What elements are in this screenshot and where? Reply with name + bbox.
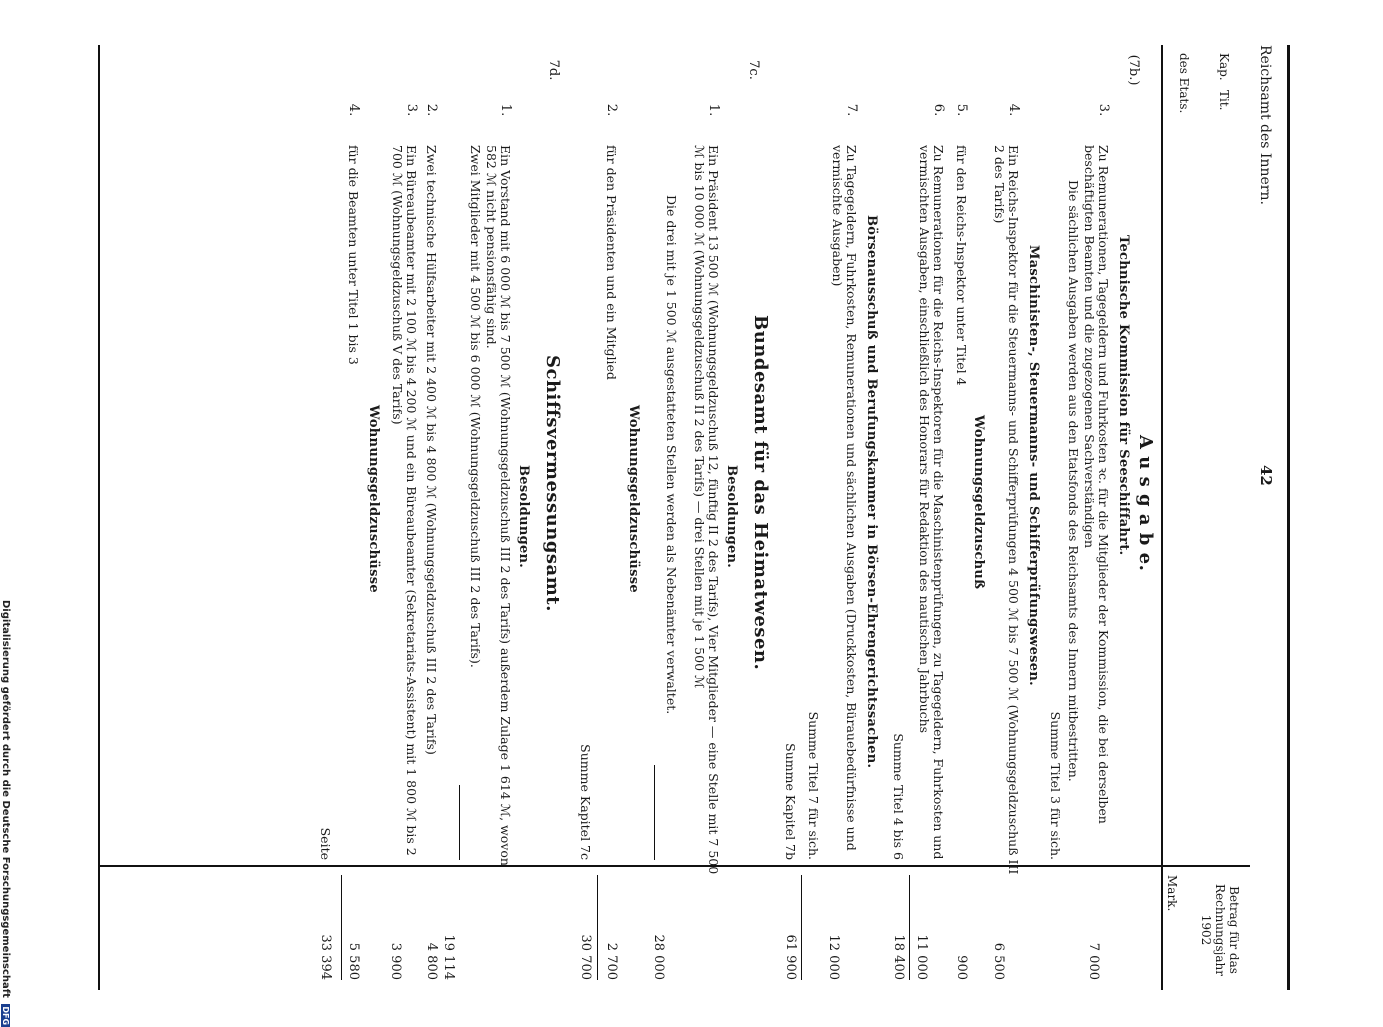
c-1-note: Die drei mit je 1 500 ℳ ausgestatteten Stellen werden als Nebenämter verwaltet.: [664, 195, 679, 715]
d-3-text: Ein Büreaubeamter mit 2 100 ℳ bis 4 200 ℳ und ein Büreaubeamter (Sekretariats-Assistent) mit 1 800 ℳ bis 2 700 ℳ (Wohnungsgeldzuschuß V des Tarifs): [389, 145, 419, 856]
section-besoldungen-2: Besoldungen.: [516, 465, 531, 569]
tit-5-amount: 900: [954, 955, 969, 980]
c-2-amount: 2 700: [604, 942, 619, 980]
tit-4-6-sum: Summe Titel 4 bis 6: [891, 733, 906, 860]
d-3-amount: 3 900: [388, 942, 403, 980]
d-1-number: 1.: [498, 103, 513, 117]
tit-heading: Tit.: [1217, 90, 1231, 111]
tit-7-text: Zu Tagegeldern, Fuhrkosten, Remunerationen und sächlichen Ausgaben (Druckkosten, Bürauebedürfnisse und vermischte Ausgaben): [829, 145, 859, 851]
sum-line-4-6: [909, 875, 910, 980]
credit-label: Digitalisierung gefördert durch die Deutsche Forschungsgemeinschaft: [0, 600, 11, 998]
kap-7b-sum: Summe Kapitel 7b: [783, 743, 798, 860]
kap-7b-amount: 61 900: [783, 934, 798, 980]
tit-3-number: 3.: [1096, 103, 1111, 117]
tit-3-amount: 7 000: [1086, 942, 1101, 980]
section-besoldungen-1: Besoldungen.: [724, 465, 739, 569]
d-4-text: für die Beamten unter Titel 1 bis 3: [346, 145, 361, 365]
tit-3-note: Die sächlichen Ausgaben werden aus den Etatsfonds des Reichsamts des Innern mitbestritten.: [1066, 180, 1081, 782]
c-2-number: 2.: [604, 103, 619, 117]
kap-7c-amount: 30 700: [578, 934, 593, 980]
section-wohnungsgeldzuschuesse-3: Wohnungsgeldzuschüsse: [366, 405, 381, 593]
kap-heading: Kap.: [1217, 53, 1231, 81]
tit-3-sum: Summe Titel 3 für sich.: [1048, 711, 1063, 860]
tit-7-sum: Summe Titel 7 für sich.: [806, 711, 821, 860]
dfg-credit-text: [0, 600, 11, 1027]
page-number: 42: [1257, 465, 1275, 486]
section-technische-kommission: Technische Kommission für Seeschiffahrt.: [1116, 235, 1131, 556]
tit-4-6-amount: 18 400: [891, 934, 906, 980]
section-schiffsvermessungsamt: Schiffsvermessungsamt.: [542, 355, 563, 612]
running-head: Reichsamt des Innern.: [1257, 45, 1273, 205]
sum-line-7c: [597, 875, 598, 980]
des-etats-heading: des Etats.: [1177, 53, 1191, 114]
tit-5-text: für den Reichs-Inspektor unter Titel 4: [954, 145, 969, 386]
amount-column-rule: [100, 865, 1250, 867]
section-boersenausschuss: Börsenausschuß und Berufungskammer in Börsen-Ehrengerichtssachen.: [864, 215, 879, 769]
c-1-number: 1.: [706, 103, 721, 117]
seite-line: [341, 875, 342, 980]
d-1-text: Ein Vorstand mit 6 000 ℳ bis 7 500 ℳ (Wohnungsgeldzuschuß III 2 des Tarifs) außerdem Zulage 1 614 ℳ, wovon 582 ℳ nicht pensionsfähig sind.: [483, 145, 513, 866]
section-wohnungsgeldzuschuesse-2: Wohnungsgeldzuschüsse: [626, 405, 641, 593]
seite-label: Seite: [318, 827, 333, 860]
d-2-number: 2.: [424, 103, 439, 117]
tit-6-text: Zu Remunerationen für die Reichs-Inspektoren für die Maschinistenprüfungen, zu Tagegeldern, Fuhrkosten und vermischten Ausgaben, einschließlich des Honorars für Redaktion des nautischen Jahrbuchs: [916, 145, 946, 860]
d-1-amount: 19 114: [441, 934, 456, 980]
d-4-amount: 5 580: [346, 942, 361, 980]
d-1-line: [459, 785, 460, 860]
sum-line-7b: [801, 875, 802, 980]
seite-amount: 33 394: [318, 934, 333, 980]
c-1-line: [654, 765, 655, 860]
d-3-number: 3.: [404, 103, 419, 117]
c-1-text: Ein Präsident 13 500 ℳ (Wohnungsgeldzuschuß 12, fünftig II 2 des Tarifs), Vier Mitglieder — eine Stelle mit 7 500 ℳ bis 10 000 ℳ (Wohnungsgeldzuschuß II 2 des Tarifs) — drei Stellen mit je 1 500 ℳ: [691, 145, 721, 875]
tit-5-number: 5.: [954, 103, 969, 117]
ausgabe-title: A u s g a b e.: [1135, 435, 1156, 572]
section-wohnungsgeldzuschuss-1: Wohnungsgeldzuschuß: [971, 415, 986, 590]
kap-7c-sum: Summe Kapitel 7c: [578, 744, 593, 860]
d-2-text: Zwei technische Hülfsarbeiter mit 2 400 ℳ bis 4 800 ℳ (Wohnungsgeldzuschuß III 2 des Tarifs): [424, 145, 439, 755]
kap-7d-label: 7d.: [546, 59, 561, 81]
kap-7b-label: (7b.): [1126, 54, 1141, 86]
tit-6-number: 6.: [931, 103, 946, 117]
sidebar-credit: [0, 0, 22, 1026]
document-page: [70, 45, 1290, 990]
d-1-text-2: Zwei Mitglieder mit 4 500 ℳ bis 6 000 ℳ (Wohnungsgeldzuschuß III 2 des Tarifs).: [468, 145, 483, 668]
tit-3-text: Zu Remunerationen, Tagegeldern und Fuhrkosten ꝛc. für die Mitglieder der Kommission, die bei derselben beschäftigten Beamten und die zugezogenen Sachverständigen: [1081, 145, 1111, 824]
top-rule: [1287, 45, 1290, 990]
tit-7-number: 7.: [844, 103, 859, 117]
dfg-logo: DFG: [1, 1006, 10, 1026]
betrag-heading: Betrag für das Rechnungsjahr 1902: [1199, 884, 1241, 976]
tit-6-amount: 11 000: [914, 934, 929, 980]
section-bundesamt: Bundesamt für das Heimatwesen.: [750, 315, 771, 671]
tit-4-text: Ein Reichs-Inspektor für die Steuermanns- und Schifferprüfungen 4 500 ℳ bis 7 500 ℳ (Wohnungsgeldzuschuß III 2 des Tarifs): [991, 145, 1021, 875]
tit-4-number: 4.: [1006, 103, 1021, 117]
d-4-number: 4.: [346, 103, 361, 117]
currency-heading: Mark.: [1165, 875, 1179, 912]
section-maschinisten: Maschinisten-, Steuermanns- und Schifferprüfungswesen.: [1026, 245, 1041, 686]
tit-4-amount: 6 500: [991, 942, 1006, 980]
bottom-rule: [98, 45, 100, 990]
tit-7-amount: 12 000: [826, 934, 841, 980]
heading-rule: [1161, 45, 1163, 990]
c-2-text: für den Präsidenten und ein Mitglied: [604, 145, 619, 380]
c-1-amount: 28 000: [651, 934, 666, 980]
d-2-amount: 4 800: [424, 942, 439, 980]
kap-7c-label: 7c.: [746, 60, 761, 80]
